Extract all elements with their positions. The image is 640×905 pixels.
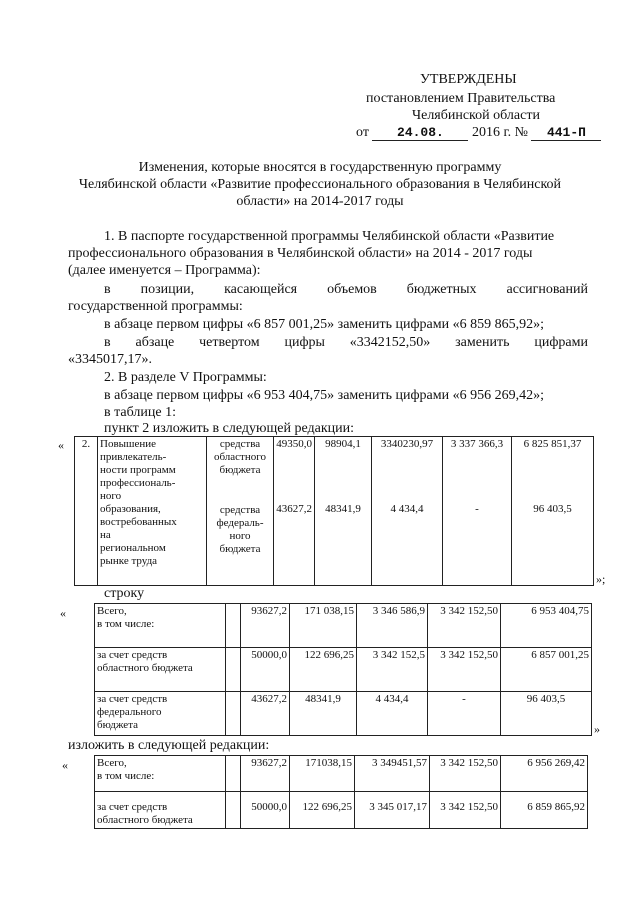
cell-line: областного bbox=[213, 451, 266, 463]
cell-value: 48341,9 bbox=[290, 692, 357, 736]
cell-value: 3 342 152,50 bbox=[428, 648, 501, 692]
table1 bbox=[74, 436, 594, 586]
word: бюджетных bbox=[406, 282, 477, 297]
table1-col-total bbox=[512, 437, 594, 586]
word: четвертом bbox=[199, 335, 260, 350]
table2 bbox=[94, 603, 592, 736]
cell-text: 6 859 865,92 bbox=[527, 801, 585, 813]
approval-from: от bbox=[356, 125, 369, 140]
cell-value: 6 956 269,42 bbox=[501, 756, 588, 792]
table1-num: 2. bbox=[75, 437, 98, 586]
cell-line: бюджета bbox=[219, 543, 261, 555]
cell-line: профессиональ- bbox=[100, 477, 176, 489]
cell-value bbox=[430, 792, 501, 829]
cell-line: ного bbox=[229, 530, 251, 542]
table2-label bbox=[95, 648, 226, 692]
cell-line: Всего, bbox=[97, 605, 127, 617]
table-row bbox=[95, 604, 592, 648]
table2-label bbox=[95, 604, 226, 648]
cell-value: 171 038,15 bbox=[290, 604, 357, 648]
cell-value: 3 349451,57 bbox=[355, 756, 430, 792]
table3-empty-cell bbox=[226, 756, 241, 792]
cell-line: привлекатель- bbox=[100, 451, 167, 463]
cell-line: образования, bbox=[100, 503, 161, 515]
heading-line3: области» на 2014-2017 годы bbox=[236, 194, 404, 209]
table1-name bbox=[98, 437, 207, 586]
cell-value: 48341,9 bbox=[325, 503, 361, 515]
cell-value: 98904,1 bbox=[325, 438, 361, 450]
word: объемов bbox=[327, 282, 377, 297]
para-2b: государственной программы: bbox=[68, 299, 243, 314]
word: касающейся bbox=[224, 282, 298, 297]
word: цифрами bbox=[534, 335, 588, 350]
word: позиции, bbox=[140, 282, 195, 297]
cell-line: за счет средств bbox=[97, 801, 168, 813]
approval-number: 441-П bbox=[531, 125, 601, 141]
para-1b: профессионального образования в Челябинской области» на 2014 - 2017 годы bbox=[68, 246, 533, 261]
para-8: пункт 2 изложить в следующей редакции: bbox=[104, 421, 354, 436]
heading-line2: Челябинской области «Развитие профессионального образования в Челябинской bbox=[78, 177, 562, 192]
table1-close-quote: »; bbox=[596, 572, 606, 586]
cell-line: ного bbox=[100, 490, 122, 502]
cell-value: 3 342 152,50 bbox=[428, 604, 501, 648]
cell-value: 43627,2 bbox=[241, 692, 290, 736]
table2-close-quote: » bbox=[594, 722, 600, 736]
cell-line: на bbox=[100, 529, 111, 541]
cell-value: 3 342 152,50 bbox=[430, 756, 501, 792]
para-9: строку bbox=[104, 586, 145, 601]
table1-col-2016 bbox=[372, 437, 443, 586]
cell-value: 4 434,4 bbox=[390, 503, 424, 515]
cell-line: за счет средств bbox=[97, 649, 168, 661]
cell-line: за счет средств bbox=[97, 693, 168, 705]
cell-value bbox=[501, 792, 588, 829]
word: абзаце bbox=[135, 335, 175, 350]
word: в bbox=[104, 335, 111, 350]
cell-line: ности программ bbox=[100, 464, 176, 476]
cell-value: 3 337 366,3 bbox=[450, 438, 504, 450]
cell-value: 50000,0 bbox=[241, 648, 290, 692]
table-row bbox=[95, 792, 588, 829]
cell-value: 93627,2 bbox=[241, 756, 290, 792]
table2-empty-cell bbox=[226, 648, 241, 692]
approval-date: 24.08. bbox=[372, 125, 468, 141]
cell-line: региональном bbox=[100, 542, 166, 554]
table1-open-quote: « bbox=[58, 438, 64, 452]
cell-line: востребованных bbox=[100, 516, 177, 528]
cell-line: в том числе: bbox=[97, 618, 155, 630]
cell-text: 122 696,25 bbox=[302, 801, 352, 813]
cell-text: 3 345 017,17 bbox=[369, 801, 427, 813]
cell-line: федерального bbox=[97, 706, 162, 718]
approval-year: 2016 г. № bbox=[471, 125, 528, 140]
para-6: в абзаце первом цифры «6 953 404,75» заменить цифрами «6 956 269,42»; bbox=[104, 388, 544, 403]
cell-line: бюджета bbox=[219, 464, 261, 476]
cell-line: областного бюджета bbox=[97, 662, 193, 674]
cell-line: средства bbox=[219, 504, 261, 516]
cell-value: 171038,15 bbox=[290, 756, 355, 792]
cell-value: 93627,2 bbox=[241, 604, 290, 648]
cell-value: 3 342 152,5 bbox=[357, 648, 428, 692]
table-row bbox=[95, 692, 592, 736]
word: цифры bbox=[284, 335, 325, 350]
table2-empty-cell bbox=[226, 604, 241, 648]
cell-value: 96 403,5 bbox=[533, 503, 572, 515]
para-1c: (далее именуется – Программа): bbox=[68, 263, 261, 278]
heading-line1: Изменения, которые вносятся в государственную программу bbox=[138, 160, 502, 175]
para-3: в абзаце первом цифры «6 857 001,25» заменить цифрами «6 859 865,92»; bbox=[104, 317, 544, 332]
table3-label bbox=[95, 792, 226, 829]
cell-line: федераль- bbox=[216, 517, 264, 529]
cell-line: рынке труда bbox=[100, 555, 158, 567]
table-row bbox=[95, 648, 592, 692]
cell-value: - bbox=[428, 692, 501, 736]
word: ассигнований bbox=[506, 282, 588, 297]
table1-col-2017 bbox=[443, 437, 512, 586]
table-row bbox=[75, 437, 594, 586]
cell-text: 50000,0 bbox=[251, 801, 287, 813]
cell-value: 3340230,97 bbox=[380, 438, 434, 450]
table3-label bbox=[95, 756, 226, 792]
table3-empty-cell bbox=[226, 792, 241, 829]
para-1a: 1. В паспорте государственной программы Челябинской области «Развитие bbox=[104, 229, 555, 244]
cell-value bbox=[241, 792, 290, 829]
table3-open-quote: « bbox=[62, 758, 68, 772]
cell-line: бюджета bbox=[97, 719, 139, 731]
table1-source bbox=[207, 437, 274, 586]
para-2a bbox=[104, 282, 588, 298]
table2-label bbox=[95, 692, 226, 736]
word: «3342152,50» bbox=[349, 335, 431, 350]
cell-value: 122 696,25 bbox=[290, 648, 357, 692]
word: заменить bbox=[455, 335, 510, 350]
cell-value: 6 857 001,25 bbox=[501, 648, 592, 692]
table1-col-2014 bbox=[274, 437, 315, 586]
para-7: в таблице 1: bbox=[104, 405, 176, 420]
cell-line: Повышение bbox=[100, 438, 157, 450]
para-5: 2. В разделе V Программы: bbox=[104, 370, 267, 385]
cell-text: 3 342 152,50 bbox=[440, 801, 498, 813]
cell-value: 96 403,5 bbox=[501, 692, 592, 736]
cell-value: 49350,0 bbox=[276, 438, 312, 450]
para-4b: «3345017,17». bbox=[68, 352, 152, 367]
approval-title: УТВЕРЖДЕНЫ bbox=[420, 72, 517, 87]
approval-date-line bbox=[356, 125, 601, 141]
table1-col-2015 bbox=[315, 437, 372, 586]
table2-empty-cell bbox=[226, 692, 241, 736]
cell-line: Всего, bbox=[97, 757, 127, 769]
approval-line2: Челябинской области bbox=[412, 108, 540, 123]
para-10: изложить в следующей редакции: bbox=[68, 738, 270, 753]
cell-value: 43627,2 bbox=[276, 503, 312, 515]
cell-value: 6 953 404,75 bbox=[501, 604, 592, 648]
cell-value: 6 825 851,37 bbox=[523, 438, 582, 450]
table2-open-quote: « bbox=[60, 606, 66, 620]
cell-line: в том числе: bbox=[97, 770, 155, 782]
cell-value bbox=[355, 792, 430, 829]
cell-value: 3 346 586,9 bbox=[357, 604, 428, 648]
table-row bbox=[95, 756, 588, 792]
word: в bbox=[104, 282, 111, 297]
cell-value: 4 434,4 bbox=[357, 692, 428, 736]
approval-line1: постановлением Правительства bbox=[366, 91, 556, 106]
cell-line: областного бюджета bbox=[97, 814, 193, 826]
cell-line: средства bbox=[219, 438, 261, 450]
para-4a bbox=[104, 335, 588, 351]
table3 bbox=[94, 755, 588, 829]
cell-value bbox=[290, 792, 355, 829]
cell-value: - bbox=[475, 503, 479, 515]
